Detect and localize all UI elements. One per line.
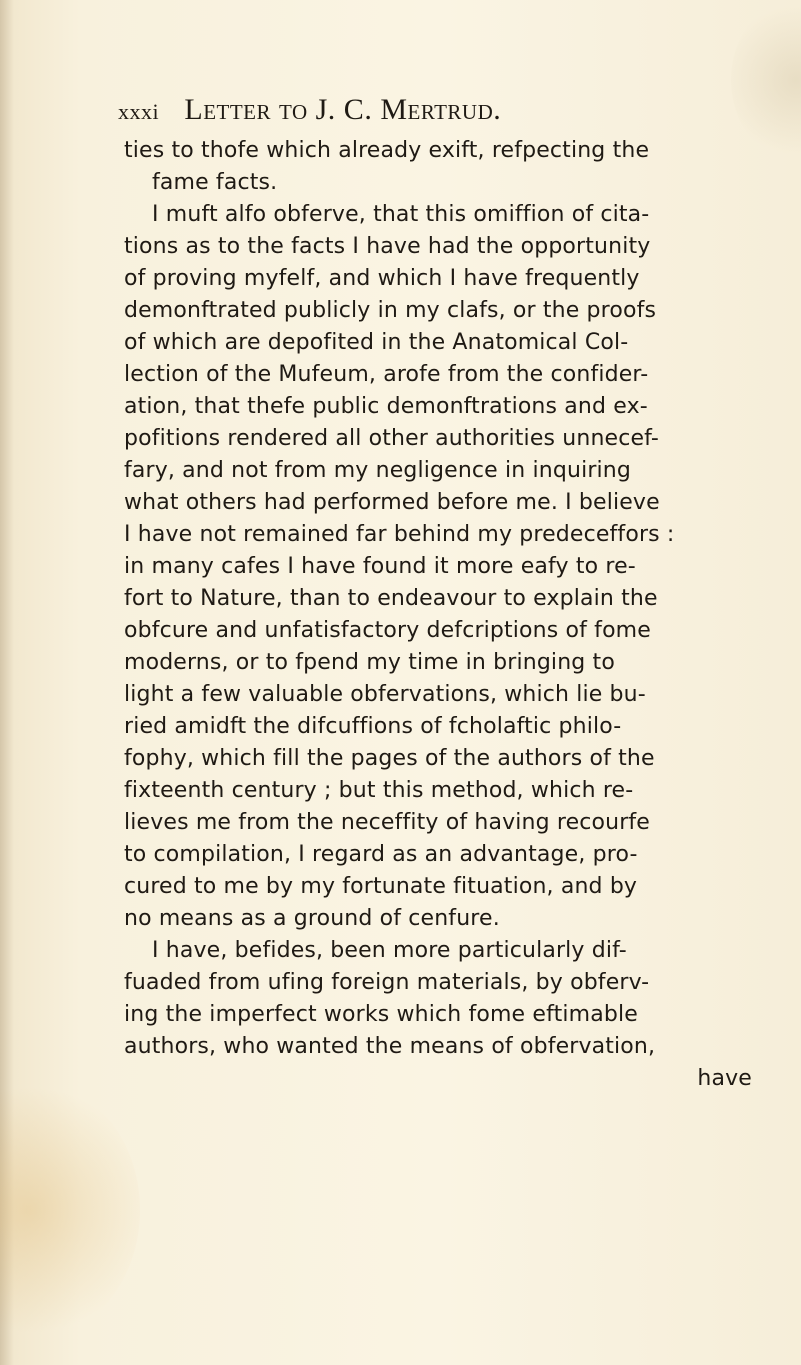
text-line-3: I muft alfo obferve, that this omiffion of cita- [152, 202, 650, 227]
running-title: Letter to J. C. Mertrud. [184, 93, 502, 126]
text-line-19: ried amidft the difcuffions of fcholaftic philo- [124, 714, 622, 739]
text-line-17: moderns, or to fpend my time in bringing to [124, 650, 615, 675]
text-line-20: fophy, which fill the pages of the authors of the [124, 746, 655, 771]
gutter-shadow [0, 0, 14, 1365]
text-line-14: in many cafes I have found it more eafy to re- [124, 554, 636, 579]
text-line-21: fixteenth century ; but this method, which re- [124, 778, 634, 803]
text-line-12: what others had performed before me. I believe [124, 490, 660, 515]
text-line-27: fuaded from ufing foreign materials, by obferv- [124, 970, 650, 995]
letter-body [124, 135, 760, 1335]
text-line-18: light a few valuable obfervations, which lie bu- [124, 682, 646, 707]
catchword: have [697, 1066, 752, 1091]
text-line-10: pofitions rendered all other authorities unnecef- [124, 426, 659, 451]
running-header [118, 90, 738, 130]
text-line-13: I have not remained far behind my predeceffors : [124, 522, 675, 547]
text-line-5: of proving myfelf, and which I have frequently [124, 266, 640, 291]
text-line-23: to compilation, I regard as an advantage, pro- [124, 842, 638, 867]
text-line-16: obfcure and unfatisfactory defcriptions of fome [124, 618, 651, 643]
paper-stain-bottom-left [0, 1080, 140, 1340]
text-line-4: tions as to the facts I have had the opportunity [124, 234, 651, 259]
text-line-29: authors, who wanted the means of obfervation, [124, 1034, 656, 1059]
text-line-2: fame facts. [152, 170, 278, 195]
text-line-8: lection of the Mufeum, arofe from the confider- [124, 362, 649, 387]
text-line-7: of which are depofited in the Anatomical Col- [124, 330, 629, 355]
text-line-28: ing the imperfect works which fome eftimable [124, 1002, 638, 1027]
text-line-24: cured to me by my fortunate fituation, and by [124, 874, 638, 899]
text-line-1: ties to thofe which already exift, refpecting the [124, 138, 650, 163]
text-line-9: ation, that thefe public demonftrations and ex- [124, 394, 648, 419]
text-line-22: lieves me from the neceffity of having recourfe [124, 810, 650, 835]
text-line-26: I have, befides, been more particularly dif- [152, 938, 627, 963]
text-line-15: fort to Nature, than to endeavour to explain the [124, 586, 658, 611]
text-line-25: no means as a ground of cenfure. [124, 906, 500, 931]
text-line-11: fary, and not from my negligence in inquiring [124, 458, 631, 483]
page-number: xxxi [118, 99, 160, 124]
text-line-6: demonftrated publicly in my clafs, or the proofs [124, 298, 657, 323]
